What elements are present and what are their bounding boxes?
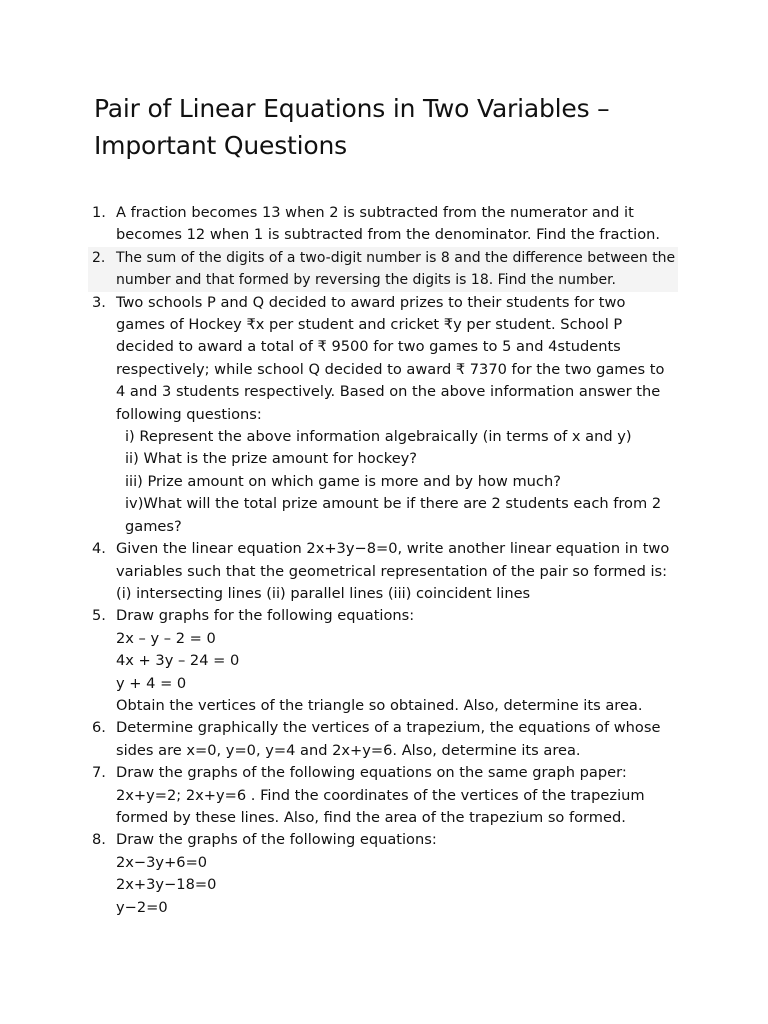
question-text-line: A fraction becomes 13 when 2 is subtracted from the numerator and it <box>116 204 634 221</box>
question-text-line: 2x+y=2; 2x+y=6 . Find the coordinates of the vertices of the trapezium <box>116 786 645 804</box>
question-text-line: The sum of the digits of a two-digit number is 8 and the difference between the <box>116 249 676 266</box>
question-text-line: Draw the graphs of the following equations: <box>116 831 437 849</box>
sub-question-line: games? <box>125 517 182 535</box>
question-text-line: 4 and 3 students respectively. Based on the above information answer the <box>116 383 661 401</box>
question-3 <box>0 292 768 538</box>
equation-line: y−2=0 <box>116 898 168 916</box>
question-text-line: Given the linear equation 2x+3y−8=0, write another linear equation in two <box>116 540 670 558</box>
sub-question-line: iii) Prize amount on which game is more and by how much? <box>125 472 561 490</box>
question-text-line: Determine graphically the vertices of a trapezium, the equations of whose <box>116 719 661 737</box>
question-6 <box>0 717 768 762</box>
question-8 <box>0 829 768 919</box>
question-number: 4. <box>92 540 106 558</box>
question-7 <box>0 762 768 829</box>
question-number: 2. <box>92 249 106 266</box>
equation-line: 2x – y – 2 = 0 <box>116 629 216 647</box>
question-number: 3. <box>92 293 106 311</box>
question-text-line: respectively; while school Q decided to award ₹ 7370 for the two games to <box>116 360 665 378</box>
question-text-line: formed by these lines. Also, find the area of the trapezium so formed. <box>116 808 626 826</box>
question-text-line: games of Hockey ₹x per student and cricket ₹y per student. School P <box>116 316 623 334</box>
page-title <box>94 90 714 164</box>
equation-line: 2x+3y−18=0 <box>116 876 217 894</box>
question-text-line: Draw graphs for the following equations: <box>116 607 415 625</box>
question-text-line: following questions: <box>116 405 262 423</box>
question-1 <box>0 202 768 247</box>
equation-line: 2x−3y+6=0 <box>116 853 208 871</box>
title-line-1: Pair of Linear Equations in Two Variables – <box>94 94 610 123</box>
question-number: 6. <box>92 719 106 737</box>
question-text-line: decided to award a total of ₹ 9500 for two games to 5 and 4students <box>116 338 621 356</box>
question-number: 1. <box>92 204 106 221</box>
equation-line: y + 4 = 0 <box>116 674 187 692</box>
question-list <box>0 202 768 919</box>
sub-question-line: i) Represent the above information algebraically (in terms of x and y) <box>125 428 632 446</box>
question-text-line: (i) intersecting lines (ii) parallel lines (iii) coincident lines <box>116 584 531 602</box>
question-text-line: Draw the graphs of the following equations on the same graph paper: <box>116 764 627 782</box>
question-text-line: Two schools P and Q decided to award prizes to their students for two <box>116 293 626 311</box>
question-2 <box>88 247 678 292</box>
question-number: 5. <box>92 607 106 625</box>
sub-question-line: ii) What is the prize amount for hockey? <box>125 450 418 468</box>
question-text-line: Obtain the vertices of the triangle so obtained. Also, determine its area. <box>116 696 643 714</box>
sub-question-line: iv)What will the total prize amount be if there are 2 students each from 2 <box>125 495 662 513</box>
equation-line: 4x + 3y – 24 = 0 <box>116 652 240 670</box>
question-4 <box>0 538 768 605</box>
question-text-line: becomes 12 when 1 is subtracted from the denominator. Find the fraction. <box>116 226 661 244</box>
title-line-2: Important Questions <box>94 131 347 160</box>
question-number: 7. <box>92 764 106 782</box>
question-text-line: sides are x=0, y=0, y=4 and 2x+y=6. Also, determine its area. <box>116 741 581 759</box>
question-number: 8. <box>92 831 106 849</box>
question-text-line: variables such that the geometrical representation of the pair so formed is: <box>116 562 668 580</box>
question-5 <box>0 605 768 717</box>
question-text-line: number and that formed by reversing the digits is 18. Find the number. <box>116 272 617 289</box>
